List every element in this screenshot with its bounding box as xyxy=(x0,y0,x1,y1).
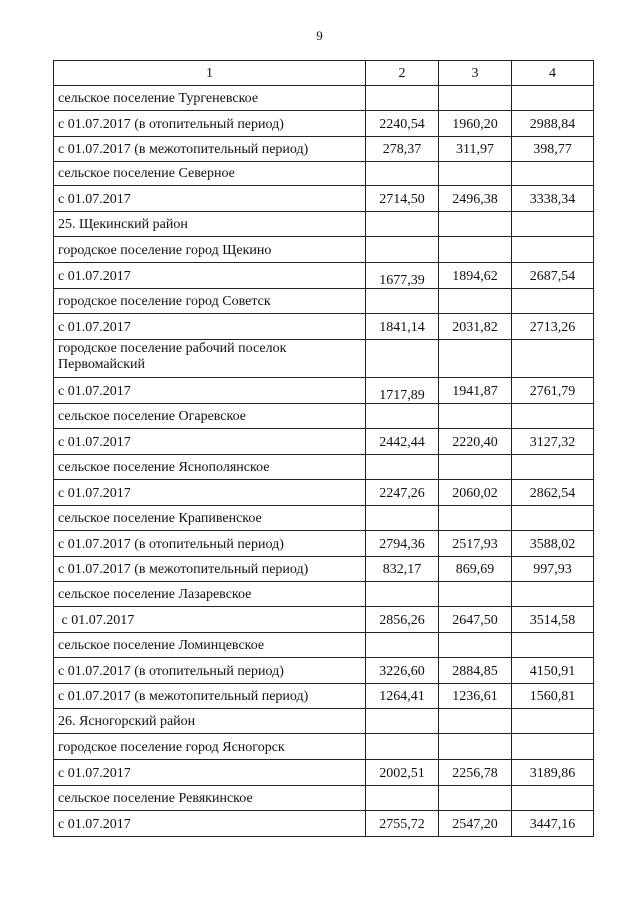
value-col-2: 2240,54 xyxy=(366,111,439,137)
row-label: городское поселение рабочий поселок Первомайский xyxy=(54,340,366,378)
row-label: с 01.07.2017 (в межотопительный период) xyxy=(54,137,366,162)
value-col-3 xyxy=(439,709,512,734)
table-row xyxy=(54,506,594,531)
value-col-2: 2714,50 xyxy=(366,186,439,212)
value-col-2: 1264,41 xyxy=(366,684,439,709)
row-label: городское поселение город Советск xyxy=(54,289,366,314)
value-col-3 xyxy=(439,404,512,429)
value-col-4: 1560,81 xyxy=(512,684,594,709)
value-col-3 xyxy=(439,86,512,111)
value-col-3 xyxy=(439,582,512,607)
value-col-2 xyxy=(366,404,439,429)
row-label: 25. Щекинский район xyxy=(54,212,366,237)
table-row xyxy=(54,582,594,607)
table-row xyxy=(54,86,594,111)
column-header-3: 3 xyxy=(439,61,512,86)
row-label: городское поселение город Щекино xyxy=(54,237,366,263)
column-header-2: 2 xyxy=(366,61,439,86)
value-col-3: 2060,02 xyxy=(439,480,512,506)
value-col-2 xyxy=(366,633,439,658)
value-col-4 xyxy=(512,455,594,480)
value-col-4: 3127,32 xyxy=(512,429,594,455)
value-col-3 xyxy=(439,237,512,263)
value-col-4: 2713,26 xyxy=(512,314,594,340)
table-row xyxy=(54,734,594,760)
value-col-3: 2517,93 xyxy=(439,531,512,557)
value-col-3: 2256,78 xyxy=(439,760,512,786)
row-label: сельское поселение Яснополянское xyxy=(54,455,366,480)
table-row xyxy=(54,658,594,684)
value-col-2: 278,37 xyxy=(366,137,439,162)
table-row xyxy=(54,429,594,455)
row-label: с 01.07.2017 xyxy=(54,314,366,340)
value-col-4 xyxy=(512,709,594,734)
row-label: с 01.07.2017 (в межотопительный период) xyxy=(54,557,366,582)
value-col-2 xyxy=(366,237,439,263)
value-col-3: 2031,82 xyxy=(439,314,512,340)
row-label: с 01.07.2017 (в отопительный период) xyxy=(54,111,366,137)
row-label: с 01.07.2017 xyxy=(54,760,366,786)
value-col-3 xyxy=(439,455,512,480)
value-col-3 xyxy=(439,786,512,811)
row-label: с 01.07.2017 xyxy=(54,429,366,455)
header-row xyxy=(54,61,594,86)
value-col-3: 1236,61 xyxy=(439,684,512,709)
value-col-4 xyxy=(512,786,594,811)
table-row xyxy=(54,480,594,506)
row-label: с 01.07.2017 (в межотопительный период) xyxy=(54,684,366,709)
value-col-3: 1894,62 xyxy=(439,263,512,289)
row-label: сельское поселение Лазаревское xyxy=(54,582,366,607)
table-row xyxy=(54,263,594,289)
row-label: с 01.07.2017 xyxy=(54,480,366,506)
value-col-4: 2761,79 xyxy=(512,378,594,404)
table-row xyxy=(54,760,594,786)
value-col-2: 2794,36 xyxy=(366,531,439,557)
value-col-2: 2755,72 xyxy=(366,811,439,837)
value-col-4 xyxy=(512,162,594,186)
table-row xyxy=(54,289,594,314)
row-label: с 01.07.2017 xyxy=(54,263,366,289)
row-label: сельское поселение Северное xyxy=(54,162,366,186)
value-col-2-text: 1677,39 xyxy=(379,273,425,288)
value-col-2: 1841,14 xyxy=(366,314,439,340)
row-label: с 01.07.2017 xyxy=(54,607,366,633)
value-col-3 xyxy=(439,633,512,658)
row-label: сельское поселение Тургеневское xyxy=(54,86,366,111)
value-col-4: 3338,34 xyxy=(512,186,594,212)
value-col-2 xyxy=(366,582,439,607)
value-col-2: 3226,60 xyxy=(366,658,439,684)
value-col-4: 3514,58 xyxy=(512,607,594,633)
value-col-2 xyxy=(366,378,439,404)
table-row xyxy=(54,607,594,633)
row-label: сельское поселение Ревякинское xyxy=(54,786,366,811)
value-col-3: 2547,20 xyxy=(439,811,512,837)
table-row xyxy=(54,314,594,340)
row-label: с 01.07.2017 xyxy=(54,378,366,404)
value-col-2-text: 1717,89 xyxy=(379,388,425,403)
table-row xyxy=(54,378,594,404)
value-col-2: 2856,26 xyxy=(366,607,439,633)
value-col-2 xyxy=(366,263,439,289)
value-col-3: 1960,20 xyxy=(439,111,512,137)
value-col-3: 311,97 xyxy=(439,137,512,162)
value-col-2 xyxy=(366,212,439,237)
value-col-3 xyxy=(439,734,512,760)
value-col-4 xyxy=(512,212,594,237)
value-col-2 xyxy=(366,289,439,314)
table-row xyxy=(54,455,594,480)
value-col-3: 869,69 xyxy=(439,557,512,582)
page-number: 9 xyxy=(316,28,323,43)
row-label: 26. Ясногорский район xyxy=(54,709,366,734)
table-row xyxy=(54,709,594,734)
value-col-4: 3447,16 xyxy=(512,811,594,837)
value-col-4 xyxy=(512,237,594,263)
value-col-2 xyxy=(366,162,439,186)
table-row xyxy=(54,404,594,429)
table-row xyxy=(54,633,594,658)
row-label: городское поселение город Ясногорск xyxy=(54,734,366,760)
table-row xyxy=(54,340,594,378)
row-label: сельское поселение Ломинцевское xyxy=(54,633,366,658)
value-col-4: 4150,91 xyxy=(512,658,594,684)
value-col-3 xyxy=(439,212,512,237)
value-col-3: 1941,87 xyxy=(439,378,512,404)
value-col-2 xyxy=(366,340,439,378)
value-col-3: 2647,50 xyxy=(439,607,512,633)
row-label: сельское поселение Крапивенское xyxy=(54,506,366,531)
table-row xyxy=(54,786,594,811)
row-label: с 01.07.2017 xyxy=(54,811,366,837)
row-label: с 01.07.2017 (в отопительный период) xyxy=(54,531,366,557)
value-col-3 xyxy=(439,340,512,378)
value-col-2: 2442,44 xyxy=(366,429,439,455)
table-row xyxy=(54,237,594,263)
value-col-4 xyxy=(512,86,594,111)
value-col-4: 3189,86 xyxy=(512,760,594,786)
value-col-3: 2496,38 xyxy=(439,186,512,212)
table-row xyxy=(54,186,594,212)
table-row xyxy=(54,531,594,557)
table-row xyxy=(54,212,594,237)
table-row xyxy=(54,162,594,186)
value-col-4 xyxy=(512,506,594,531)
value-col-4 xyxy=(512,633,594,658)
value-col-4 xyxy=(512,340,594,378)
value-col-2 xyxy=(366,786,439,811)
value-col-2: 832,17 xyxy=(366,557,439,582)
value-col-3: 2884,85 xyxy=(439,658,512,684)
value-col-2: 2247,26 xyxy=(366,480,439,506)
value-col-2 xyxy=(366,734,439,760)
value-col-4 xyxy=(512,582,594,607)
column-header-1: 1 xyxy=(54,61,366,86)
value-col-2 xyxy=(366,86,439,111)
table-row xyxy=(54,811,594,837)
value-col-3 xyxy=(439,506,512,531)
row-label: сельское поселение Огаревское xyxy=(54,404,366,429)
row-label: с 01.07.2017 xyxy=(54,186,366,212)
table-row xyxy=(54,111,594,137)
table-row xyxy=(54,684,594,709)
value-col-4: 997,93 xyxy=(512,557,594,582)
value-col-3 xyxy=(439,162,512,186)
value-col-4: 3588,02 xyxy=(512,531,594,557)
value-col-4: 2862,54 xyxy=(512,480,594,506)
value-col-4 xyxy=(512,404,594,429)
value-col-3 xyxy=(439,289,512,314)
value-col-2 xyxy=(366,506,439,531)
table-row xyxy=(54,137,594,162)
value-col-3: 2220,40 xyxy=(439,429,512,455)
value-col-2 xyxy=(366,455,439,480)
table-row xyxy=(54,557,594,582)
value-col-2: 2002,51 xyxy=(366,760,439,786)
column-header-4: 4 xyxy=(512,61,594,86)
value-col-4: 2988,84 xyxy=(512,111,594,137)
row-label: с 01.07.2017 (в отопительный период) xyxy=(54,658,366,684)
value-col-4: 398,77 xyxy=(512,137,594,162)
value-col-4 xyxy=(512,289,594,314)
value-col-2 xyxy=(366,709,439,734)
value-col-4 xyxy=(512,734,594,760)
tariff-table xyxy=(53,60,594,837)
value-col-4: 2687,54 xyxy=(512,263,594,289)
